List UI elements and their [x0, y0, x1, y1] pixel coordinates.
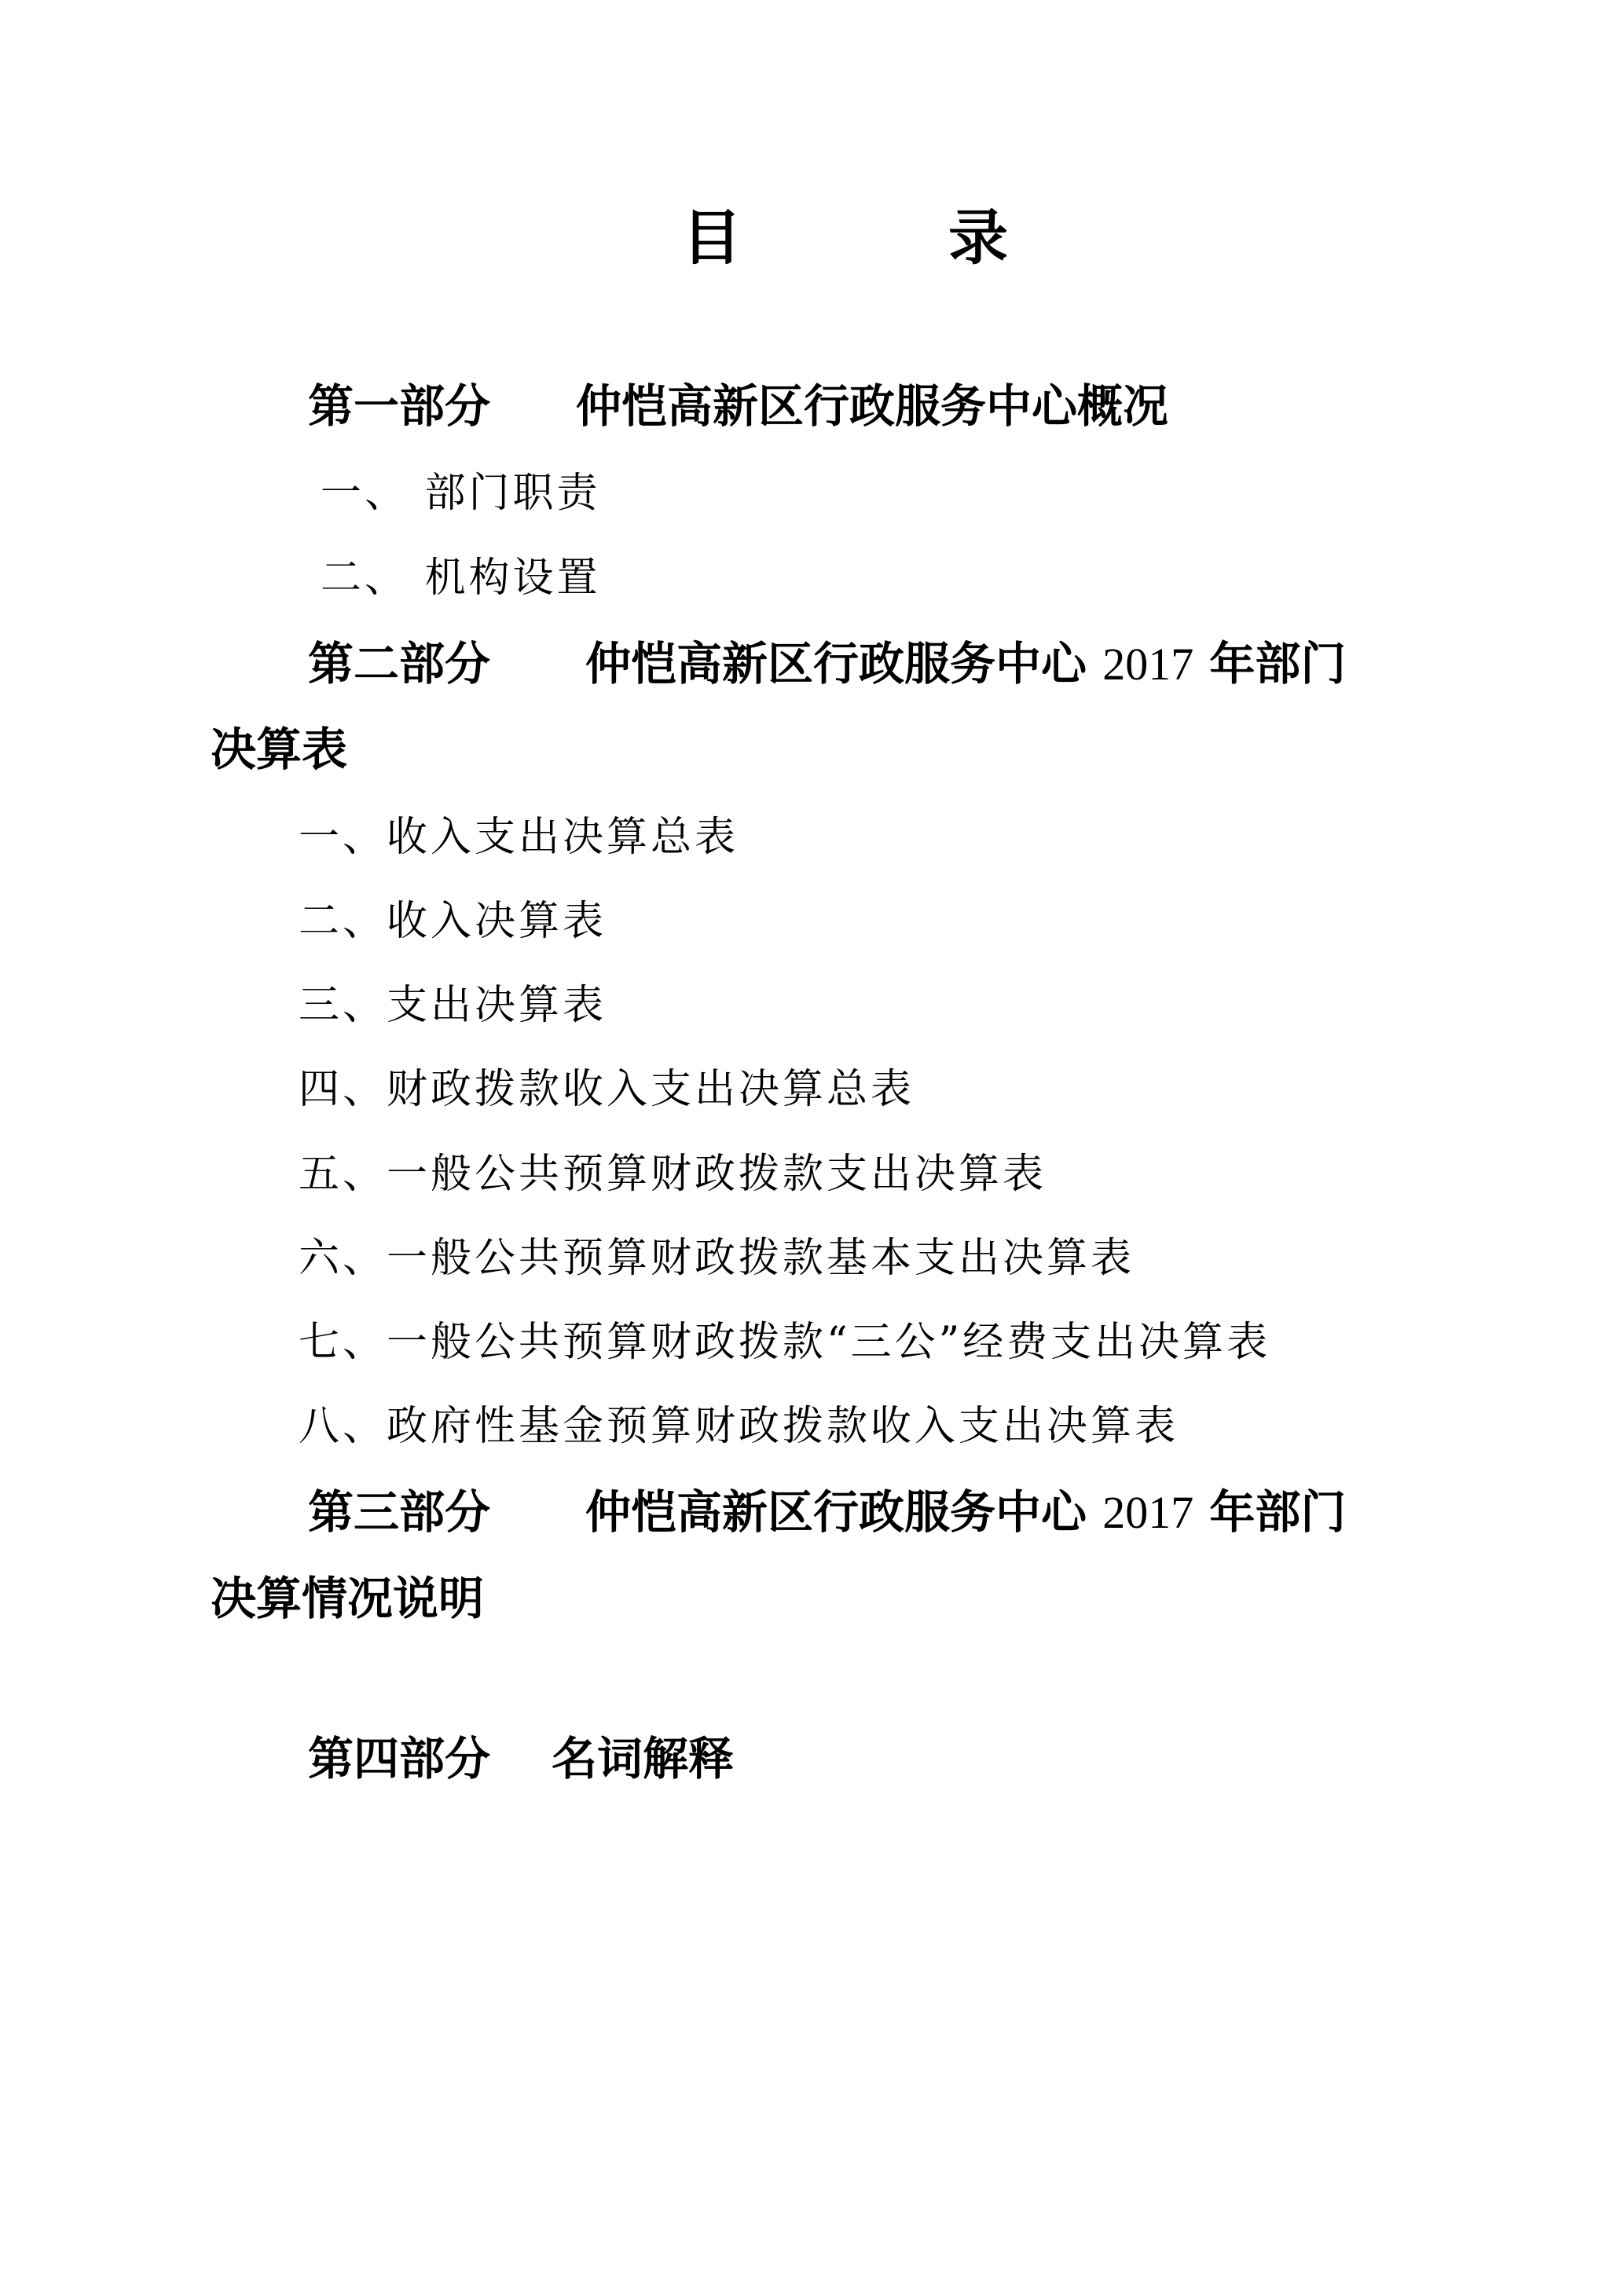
part-3-label: 第三部分 — [308, 1485, 491, 1539]
part-2-item-5: 五、一般公共预算财政拨款支出决算表 — [299, 1151, 1047, 1198]
part-3-year: 2017 — [1102, 1487, 1194, 1538]
part-2-item-8: 八、政府性基金预算财政拨款收入支出决算表 — [299, 1403, 1179, 1450]
part-3-title-cont: 决算情况说明 — [211, 1572, 485, 1625]
part-2-item-4: 四、财政拨款收入支出决算总表 — [299, 1066, 915, 1113]
part-2-label: 第二部分 — [308, 637, 491, 690]
part-2-item-7: 七、一般公共预算财政拨款“三公”经费支出决算表 — [299, 1319, 1271, 1366]
part-1-title: 仲恺高新区行政服务中心概况 — [576, 379, 1169, 433]
toc-title-char-2: 录 — [948, 203, 1008, 273]
part-2-title-line — [585, 637, 1347, 690]
part-3-title-tail: 年部门 — [1209, 1485, 1347, 1539]
part-3-title-line — [585, 1485, 1347, 1539]
part-4-title: 名词解释 — [552, 1732, 735, 1785]
part-1-item-1: 一、 部门职责 — [321, 470, 601, 517]
part-2-title-cont: 决算表 — [211, 723, 348, 776]
part-1-label: 第一部分 — [308, 379, 491, 433]
part-4-label: 第四部分 — [308, 1732, 491, 1785]
toc-title-char-1: 目 — [682, 203, 742, 273]
part-2-item-2: 二、收入决算表 — [299, 898, 607, 945]
part-2-year: 2017 — [1102, 639, 1194, 690]
part-2-title: 仲恺高新区行政服务中心 — [585, 637, 1087, 690]
part-3-title: 仲恺高新区行政服务中心 — [585, 1485, 1087, 1539]
part-2-title-tail: 年部门 — [1209, 637, 1347, 690]
part-2-item-1: 一、收入支出决算总表 — [299, 814, 739, 861]
part-2-item-3: 三、支出决算表 — [299, 982, 607, 1029]
part-1-item-2: 二、 机构设置 — [321, 555, 601, 602]
part-2-item-6: 六、一般公共预算财政拨款基本支出决算表 — [299, 1235, 1135, 1282]
